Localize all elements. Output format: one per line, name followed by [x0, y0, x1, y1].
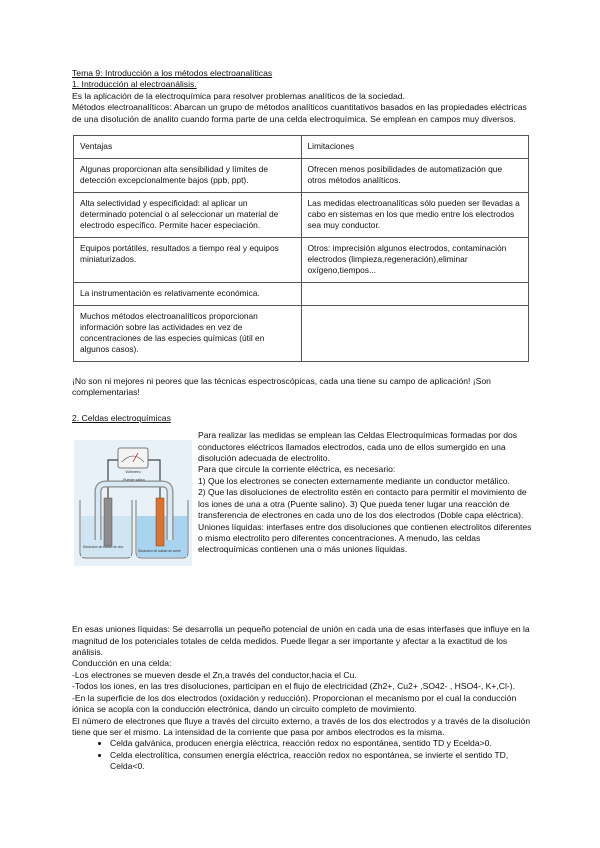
cell-paragraph: Uniones líquidas: interfases entre dos disoluciones que contienen electrolitos diferentes o mismo electrolito pero diferentes concentraciones. A menudo, las celdas electroquímicas contienen una o más uniones líquidas. — [198, 521, 532, 555]
voltmeter-icon — [118, 448, 148, 468]
list-item: • Celda galvánica, producen energía eléctrica, reacción redox no espontánea, sentido TD y Ecelda>0. — [110, 738, 532, 749]
table-cell: Alta selectividad y especificidad: al aplicar un determinado potencial o al seleccionar un material de electrodo específico. Permite hacer especiación. — [74, 193, 302, 238]
electrochemical-cell-section — [72, 430, 532, 600]
cell-paragraph: 2) Que las disoluciones de electrolito estén en contacto para permitir el movimiento de los iones de una a otra (Puente salino). 3) Que pueda tener lugar una reacción de transferencia de electrones en cada uno de los dos electrodos (Doble capa eléctrica). — [198, 487, 527, 521]
cell-types-list — [72, 738, 532, 772]
cell-description — [198, 430, 534, 555]
table-cell: Otros: imprecisión algunos electrodos, contaminación electrodos (limpieza,regeneración),eliminar oxígeno,tiempos... — [301, 238, 529, 283]
table-cell: Muchos métodos electroanalíticos proporcionan información sobre las actividades en vez de concentraciones de las especies químicas (útil en algunos casos). — [74, 306, 302, 362]
table-cell: Ofrecen menos posibilidades de automatización que otros métodos analíticos. — [301, 159, 529, 193]
table-cell — [301, 306, 529, 362]
cell-paragraph: 1) Que los electrones se conecten externamente mediante un conductor metálico. — [198, 475, 510, 486]
advantages-limitations-table — [73, 135, 529, 362]
section-1-heading: 1. Introducción al electroanálisis. — [72, 79, 197, 90]
electrochemical-cell-figure — [74, 440, 192, 566]
table-header-row — [74, 136, 529, 159]
intro-paragraph-1: Es la aplicación de la electroquímica para resolver problemas analíticos de la sociedad. — [72, 90, 405, 101]
meter-label: Voltímetro — [125, 470, 141, 475]
table-row — [74, 238, 529, 283]
table-cell — [301, 283, 529, 306]
conclusion-paragraph: ¡No son ni mejores ni peores que las técnicas espectroscópicas, cada una tiene su campo de aplicación! ¡Son complementarias! — [72, 376, 491, 398]
conduction-line: -En la superficie de los dos electrodos (oxidación y reducción). Proporcionan el mecanismo por el cual la conducción iónica se acopla con la conducción electrónica, dando un circuito completo de movimiento. — [72, 692, 517, 715]
section-2-heading: 2. Celdas electroquímicas — [72, 412, 171, 423]
conduction-line: El número de electrones que fluye a través del circuito externo, a través de los dos electrodos y a través de la disolución tiene que ser el mismo. La intensidad de la corriente que pasa por ambos electrodos es la misma. — [72, 715, 531, 737]
salt-bridge-label: Puente salino — [123, 478, 145, 483]
table-row — [74, 193, 529, 238]
table-row — [74, 306, 529, 362]
copper-electrode — [156, 498, 164, 546]
conduction-line: -Todos los iones, en las tres disoluciones, participan en el flujo de electricidad (Zh2+, Cu2+ ,SO42- , HSO4-, K+,Cl-). — [72, 681, 516, 692]
junction-paragraph: En esas uniones líquidas: Se desarrolla un pequeño potencial de unión en cada una de esas interfases que influye en la magnitud de los potenciales totales de celda medidos. Puede llegar a ser importante y afectar a la exactitud de los análisis. — [72, 624, 530, 658]
document-page — [72, 68, 532, 773]
conduction-line: -Los electrones se mueven desde el Zn,a través del conductor,hacia el Cu. — [72, 669, 357, 680]
intro-paragraph-2: Métodos electroanalíticos: Abarcan un grupo de métodos analíticos cuantitativos basados en las propiedades eléctricas de una disolución de analito cuando forma parte de una celda electroquímica. Se emplean en campos muy diversos. — [72, 102, 527, 124]
document-title: Tema 9: Introducción a los métodos electroanalíticas — [72, 68, 273, 78]
table-cell: Algunas proporcionan alta sensibilidad y límites de detección excepcionalmente bajos (ppb, ppt). — [74, 159, 302, 193]
table-row — [74, 283, 529, 306]
conduction-heading: Conducción en una celda: — [72, 658, 172, 669]
zinc-solution-label: Disolución de sulfato de cinc — [83, 545, 124, 550]
copper-solution-label: Disolución de sulfato de cobre — [138, 549, 181, 554]
table-header-advantages: Ventajas — [74, 136, 302, 159]
table-cell: Equipos portátiles, resultados a tiempo real y equipos miniaturizados. — [74, 238, 302, 283]
table-row — [74, 159, 529, 193]
zinc-electrode — [104, 498, 112, 546]
list-item: • Celda electrolítica, consumen energía eléctrica, reacción redox no espontánea, se invierte el sentido TD, Celda<0. — [110, 750, 532, 773]
cell-paragraph: Para que circule la corriente eléctrica, es necesario: — [198, 464, 396, 475]
conduction-section — [72, 624, 532, 772]
table-cell: Las medidas electroanalíticas sólo pueden ser llevadas a cabo en sistemas en los que medio entre los electrodos sea muy conductor. — [301, 193, 529, 238]
table-header-limitations: Limitaciones — [301, 136, 529, 159]
cell-paragraph: Para realizar las medidas se emplean las Celdas Electroquímicas formadas por dos conductores eléctricos llamados electrodos, cada uno de ellos sumergido en una disolución adecuada de electrolito. — [198, 430, 518, 464]
table-cell: La instrumentación es relativamente económica. — [74, 283, 302, 306]
